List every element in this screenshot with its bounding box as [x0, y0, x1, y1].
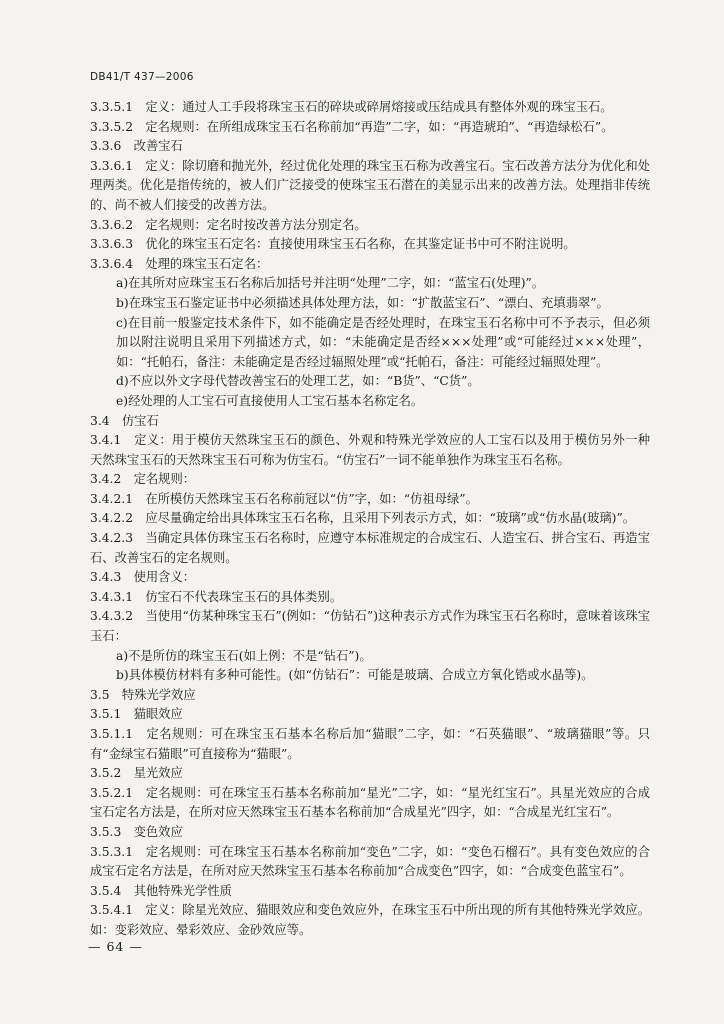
heading-3-4-2: 3.4.2 定名规则： [90, 472, 196, 487]
clause-3-3-6-2: 3.3.6.2 定名规则：定名时按改善方法分别定名。 [90, 217, 367, 232]
list-item-a-2: a)不是所仿的珠宝玉石(如上例：不是“钻石”)。 [116, 648, 372, 663]
heading-3-5: 3.5 特殊光学效应 [90, 687, 196, 702]
list-item-c: c)在目前一般鉴定技术条件下，如不能确定是否经处理时，在珠宝玉石名称中可不予表示，但必须加以附注说明且采用下列描述方式，如：“未能确定是否经×××处理”或“可能经过×××处理”，如：“托帕石，备注：未能确定是否经过辐照处理”或“托帕石，备注：可能经过辐照处理”。 [116, 315, 650, 369]
heading-3-5-2: 3.5.2 星光效应 [90, 766, 183, 781]
list-item-b: b)在珠宝玉石鉴定证书中必须描述具体处理方法，如：“扩散蓝宝石”、“漂白、充填翡翠”。 [116, 295, 609, 310]
heading-3-4-3: 3.4.3 使用含义： [90, 570, 196, 585]
standard-code-header: DB41/T 437—2006 [90, 71, 194, 83]
list-item-d: d)不应以外文字母代替改善宝石的处理工艺，如：“B货”、“C货”。 [116, 374, 480, 389]
list-item-b-2: b)具体模仿材料有多种可能性。(如“仿钻石”：可能是玻璃、合成立方氧化锆或水晶等)。 [116, 668, 594, 683]
list-item-a: a)在其所对应珠宝玉石名称后加括号并注明“处理”二字，如：“蓝宝石(处理)”。 [116, 276, 545, 291]
clause-3-4-2-1: 3.4.2.1 在所模仿天然珠宝玉石名称前冠以“仿”字，如：“仿祖母绿”。 [90, 491, 478, 506]
clause-3-3-6-3: 3.3.6.3 优化的珠宝玉石定名：直接使用珠宝玉石名称，在其鉴定证书中可不附注说明。 [90, 237, 576, 252]
clause-3-4-1: 3.4.1 定义：用于模仿天然珠宝玉石的颜色、外观和特殊光学效应的人工宝石以及用于模仿另外一种天然珠宝玉石的天然珠宝玉石可称为仿宝石。“仿宝石”一词不能单独作为珠宝玉石名称。 [90, 433, 650, 467]
heading-3-3-6: 3.3.6 改善宝石 [90, 139, 183, 154]
clause-3-4-3-2: 3.4.3.2 当使用“仿某种珠宝玉石”(例如：“仿钻石”)这种表示方式作为珠宝玉石名称时，意味着该珠宝玉石： [90, 609, 650, 644]
document-body [90, 98, 650, 941]
clause-3-5-3-1: 3.5.3.1 定名规则：可在珠宝玉石基本名称前加“变色”二字，如：“变色石榴石”。具有变色效应的合成宝石定名方法是，在所对应天然珠宝玉石基本名称前加“合成变色”四字，如：“合成变色蓝宝石”。 [90, 844, 650, 879]
clause-3-5-4-1: 3.5.4.1 定义：除星光效应、猫眼效应和变色效应外，在珠宝玉石中所出现的所有其他特殊光学效应。如：变彩效应、晕彩效应、金砂效应等。 [90, 903, 650, 937]
clause-3-5-1-1: 3.5.1.1 定名规则：可在珠宝玉石基本名称后加“猫眼”二字，如：“石英猫眼”、“玻璃猫眼”等。只有“金绿宝石猫眼”可直接称为“猫眼”。 [90, 727, 650, 761]
clause-3-3-5-2: 3.3.5.2 定名规则：在所组成珠宝玉石名称前加“再造”二字，如：“再造琥珀”、“再造绿松石”。 [90, 119, 614, 134]
clause-3-4-3-1: 3.4.3.1 仿宝石不代表珠宝玉石的具体类别。 [90, 589, 343, 604]
clause-3-4-2-3: 3.4.2.3 当确定具体仿珠宝玉石名称时，应遵守本标准规定的合成宝石、人造宝石、拼合宝石、再造宝石、改善宝石的定名规则。 [90, 531, 650, 565]
clause-3-3-6-1: 3.3.6.1 定义：除切磨和抛光外，经过优化处理的珠宝玉石称为改善宝石。宝石改善方法分为优化和处理两类。优化是指传统的，被人们广泛接受的使珠宝玉石潜在的美显示出来的改善方法。处理指非传统的、尚不被人们接受的改善方法。 [90, 158, 650, 212]
heading-3-5-1: 3.5.1 猫眼效应 [90, 707, 183, 722]
clause-3-3-6-4: 3.3.6.4 处理的珠宝玉石定名： [90, 256, 269, 271]
list-item-e: e)经处理的人工宝石可直接使用人工宝石基本名称定名。 [116, 393, 424, 408]
clause-3-3-5-1: 3.3.5.1 定义：通过人工手段将珠宝玉石的碎块或碎屑熔接或压结成具有整体外观的珠宝玉石。 [90, 100, 613, 114]
page-number: — 64 — [88, 939, 143, 954]
heading-3-5-3: 3.5.3 变色效应 [90, 824, 183, 839]
clause-3-4-2-2: 3.4.2.2 应尽量确定给出具体珠宝玉石名称，且采用下列表示方式，如：“玻璃”或“仿水晶(玻璃)”。 [90, 511, 636, 526]
clause-3-5-2-1: 3.5.2.1 定名规则：可在珠宝玉石基本名称前加“星光”二字，如：“星光红宝石”。具星光效应的合成宝石定名方法是，在所对应天然珠宝玉石基本名称前加“合成星光”四字，如：“合成星光红宝石”。 [90, 785, 650, 820]
heading-3-4: 3.4 仿宝石 [90, 413, 159, 428]
heading-3-5-4: 3.5.4 其他特殊光学性质 [90, 883, 232, 898]
